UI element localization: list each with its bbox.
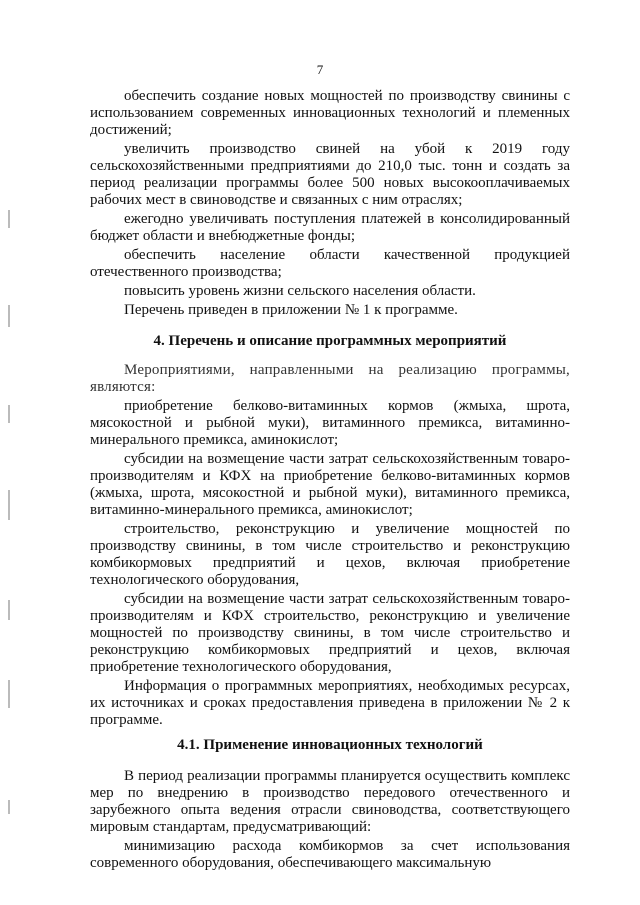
subsection-heading: 4.1. Применение инновационных технологий [177, 737, 483, 753]
paragraph: Информация о программных мероприятиях, необходимых ресурсах, их источниках и сроках предоставления приведена в приложении № 2 к программе. [90, 678, 570, 728]
paragraph: строительство, реконструкцию и увеличение мощностей по производству свинины, в том числе строительство и реконструкцию комбикормовых предприятий и цехов, включая приобретение технологического оборудования, [90, 521, 570, 588]
paragraph: повысить уровень жизни сельского населения области. [124, 283, 476, 299]
paragraph: увеличить производство свиней на убой к 2019 году сельскохозяйственными предприятиями до 210,0 тыс. тонн и создать за период реализации программы более 500 новых высокооплачиваемых рабочих мест в свиноводстве и связанных с ним отраслях; [90, 141, 570, 208]
paragraph: минимизацию расхода комбикормов за счет использования современного оборудования, обеспечивающего максимальную [90, 838, 570, 871]
paragraph: ежегодно увеличивать поступления платежей в консолидированный бюджет области и внебюджетные фонды; [90, 211, 570, 244]
paragraph: обеспечить население области качественной продукцией отечественного производства; [90, 247, 570, 280]
scan-edge-mark [8, 600, 10, 620]
scan-edge-mark [8, 800, 10, 814]
scan-edge-mark [8, 490, 10, 520]
section-heading: 4. Перечень и описание программных мероприятий [153, 333, 507, 349]
scan-edge-mark [8, 405, 10, 423]
paragraph: приобретение белково-витаминных кормов (жмыха, шрота, мясокостной и рыбной муки), витаминного премикса, витаминно-минерального премикса, аминокислот; [90, 398, 570, 448]
scan-edge-mark [8, 680, 10, 708]
page-number: 7 [316, 62, 324, 77]
paragraph: обеспечить создание новых мощностей по производству свинины с использованием современных инновационных технологий и племенных достижений; [90, 88, 570, 138]
paragraph: субсидии на возмещение части затрат сельскохозяйственным товаро-производителям и КФХ на приобретение белково-витаминных кормов (жмыха, шрота, мясокостной и рыбной муки), витаминного премикса, витаминно-минерального премикса, аминокислот; [90, 451, 570, 518]
paragraph: Перечень приведен в приложении № 1 к программе. [124, 302, 458, 318]
scan-edge-mark [8, 305, 10, 327]
paragraph: субсидии на возмещение части затрат сельскохозяйственным товаро-производителям и КФХ строительство, реконструкцию и увеличение мощностей по производству свинины, в том числе строительство и реконструкцию комбикормовых предприятий и цехов, включая приобретение технологического оборудования, [90, 591, 570, 675]
paragraph: В период реализации программы планируется осуществить комплекс мер по внедрению в производство передового отечественного и зарубежного опыта ведения отрасли свиноводства, соответствующего мировым стандартам, предусматривающий: [90, 768, 570, 835]
document-body [90, 88, 570, 874]
paragraph: Мероприятиями, направленными на реализацию программы, являются: [90, 362, 570, 395]
scan-edge-mark [8, 210, 10, 228]
